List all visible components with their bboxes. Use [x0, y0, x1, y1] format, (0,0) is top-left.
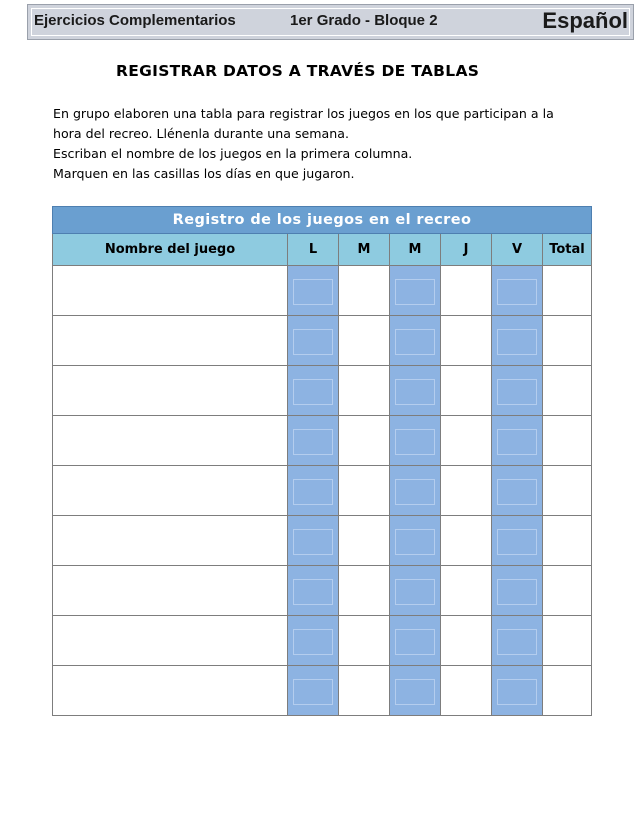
cell-monday[interactable] [288, 366, 339, 416]
cell-friday[interactable] [492, 516, 543, 566]
cell-monday[interactable] [288, 666, 339, 716]
cell-game-name[interactable] [52, 416, 288, 466]
table-row [52, 516, 592, 566]
cell-friday[interactable] [492, 566, 543, 616]
cell-monday[interactable] [288, 416, 339, 466]
cell-thursday[interactable] [441, 366, 492, 416]
cell-wednesday[interactable] [390, 366, 441, 416]
cell-friday[interactable] [492, 366, 543, 416]
cell-thursday[interactable] [441, 466, 492, 516]
table-row [52, 366, 592, 416]
cell-game-name[interactable] [52, 516, 288, 566]
cell-game-name[interactable] [52, 366, 288, 416]
cell-total[interactable] [543, 616, 592, 666]
cell-tuesday[interactable] [339, 366, 390, 416]
column-header-tuesday: M [339, 234, 390, 266]
cell-tuesday[interactable] [339, 666, 390, 716]
cell-wednesday[interactable] [390, 466, 441, 516]
table-row [52, 266, 592, 316]
cell-wednesday[interactable] [390, 316, 441, 366]
cell-tuesday[interactable] [339, 516, 390, 566]
cell-friday[interactable] [492, 266, 543, 316]
cell-thursday[interactable] [441, 566, 492, 616]
cell-monday[interactable] [288, 616, 339, 666]
cell-monday[interactable] [288, 466, 339, 516]
cell-total[interactable] [543, 566, 592, 616]
cell-game-name[interactable] [52, 316, 288, 366]
header-left-text: Ejercicios Complementarios [34, 12, 236, 29]
cell-tuesday[interactable] [339, 616, 390, 666]
cell-friday[interactable] [492, 416, 543, 466]
column-header-thursday: J [441, 234, 492, 266]
column-header-wednesday: M [390, 234, 441, 266]
cell-monday[interactable] [288, 316, 339, 366]
cell-wednesday[interactable] [390, 416, 441, 466]
cell-monday[interactable] [288, 266, 339, 316]
table-row [52, 616, 592, 666]
cell-friday[interactable] [492, 466, 543, 516]
cell-total[interactable] [543, 366, 592, 416]
table-row [52, 416, 592, 466]
cell-wednesday[interactable] [390, 266, 441, 316]
cell-tuesday[interactable] [339, 416, 390, 466]
table-row [52, 566, 592, 616]
header-banner [27, 4, 634, 40]
instructions [53, 104, 613, 184]
cell-friday[interactable] [492, 666, 543, 716]
cell-thursday[interactable] [441, 666, 492, 716]
column-header-name: Nombre del juego [52, 234, 288, 266]
instruction-line: Escriban el nombre de los juegos en la primera columna. [53, 146, 413, 161]
cell-total[interactable] [543, 266, 592, 316]
cell-tuesday[interactable] [339, 466, 390, 516]
cell-wednesday[interactable] [390, 566, 441, 616]
table-row [52, 466, 592, 516]
games-record-table [52, 206, 592, 716]
cell-total[interactable] [543, 666, 592, 716]
cell-wednesday[interactable] [390, 516, 441, 566]
cell-tuesday[interactable] [339, 316, 390, 366]
cell-game-name[interactable] [52, 466, 288, 516]
cell-wednesday[interactable] [390, 666, 441, 716]
table-body [52, 266, 592, 716]
header-grade-text: 1er Grado - Bloque 2 [290, 12, 438, 29]
cell-total[interactable] [543, 516, 592, 566]
cell-tuesday[interactable] [339, 266, 390, 316]
cell-thursday[interactable] [441, 316, 492, 366]
cell-thursday[interactable] [441, 616, 492, 666]
cell-friday[interactable] [492, 616, 543, 666]
cell-total[interactable] [543, 466, 592, 516]
cell-game-name[interactable] [52, 266, 288, 316]
table-row [52, 666, 592, 716]
instruction-line: Marquen en las casillas los días en que jugaron. [53, 166, 355, 181]
cell-tuesday[interactable] [339, 566, 390, 616]
page-title: REGISTRAR DATOS A TRAVÉS DE TABLAS [116, 62, 480, 80]
cell-monday[interactable] [288, 516, 339, 566]
cell-game-name[interactable] [52, 666, 288, 716]
instruction-line: En grupo elaboren una tabla para registrar los juegos en los que participan a la [53, 106, 554, 121]
cell-game-name[interactable] [52, 616, 288, 666]
table-row [52, 316, 592, 366]
column-header-friday: V [492, 234, 543, 266]
cell-monday[interactable] [288, 566, 339, 616]
cell-thursday[interactable] [441, 416, 492, 466]
instruction-line: hora del recreo. Llénenla durante una semana. [53, 126, 349, 141]
table-title: Registro de los juegos en el recreo [52, 206, 592, 234]
column-header-monday: L [288, 234, 339, 266]
cell-total[interactable] [543, 416, 592, 466]
cell-thursday[interactable] [441, 516, 492, 566]
cell-wednesday[interactable] [390, 616, 441, 666]
cell-total[interactable] [543, 316, 592, 366]
header-subject-text: Español [542, 8, 628, 33]
cell-game-name[interactable] [52, 566, 288, 616]
column-header-total: Total [543, 234, 592, 266]
cell-friday[interactable] [492, 316, 543, 366]
cell-thursday[interactable] [441, 266, 492, 316]
table-header-row [52, 234, 592, 266]
